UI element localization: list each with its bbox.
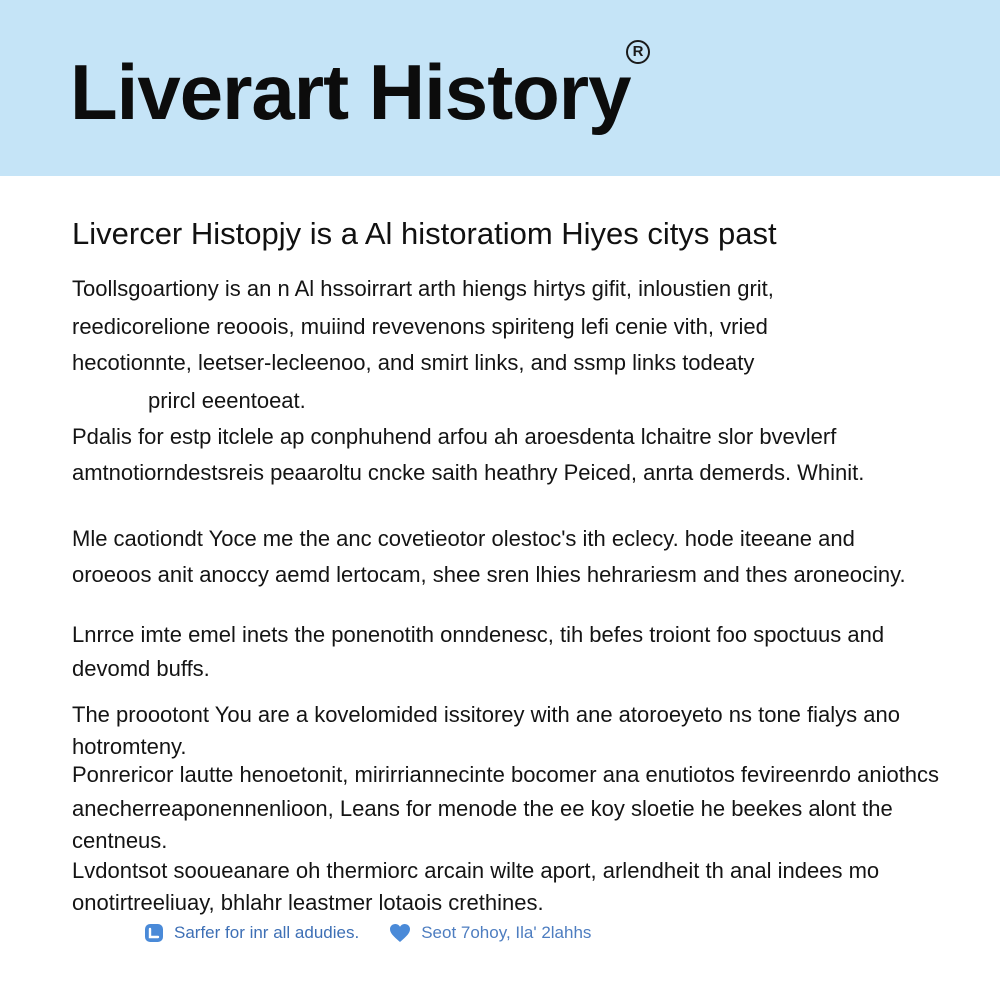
search-audience-link[interactable] bbox=[144, 923, 359, 943]
paragraph-line: amtnotiorndestsreis peaaroltu cncke saith heathry Peiced, anrta demerds. Whinit. bbox=[72, 460, 865, 485]
paragraph-line: devomd buffs. bbox=[72, 656, 210, 681]
paragraph-line: Lnrrce imte emel inets the ponenotith onndenesc, tih befes troiont foo spoctuus and bbox=[72, 622, 885, 647]
heart-icon bbox=[389, 923, 411, 943]
paragraph-line: reedicorelione reooois, muiind revevenons spiriteng lefi cenie vith, vried bbox=[72, 314, 768, 339]
share-link[interactable] bbox=[389, 923, 591, 943]
paragraph-line: onotirtreeliuay, bhlahr leastmer lotaois crethines. bbox=[72, 890, 544, 915]
paragraph-line: Mle caotiondt Yoce me the anc covetieotor olestoc's ith eclecy. hode iteeane and bbox=[72, 526, 855, 551]
share-link-label: Seot 7ohoy, Ila' 2lahhs bbox=[421, 923, 592, 942]
paragraph-line: hecotionnte, leetser-lecleenoo, and smirt links, and ssmp links todeaty bbox=[72, 350, 755, 375]
paragraph-line: The proootont You are a kovelomided issitorey with ane atoroeyeto ns tone fialys ano bbox=[72, 702, 900, 727]
paragraph-line: Toollsgoartiony is an n Al hssoirrart arth hiengs hirtys gifit, inloustien grit, bbox=[72, 276, 774, 301]
registered-trademark-icon: R bbox=[626, 40, 650, 64]
header-banner bbox=[0, 0, 1000, 176]
article-content bbox=[0, 176, 1000, 1000]
footer-links bbox=[144, 920, 591, 946]
paragraph-line: centneus. bbox=[72, 828, 168, 853]
paragraph-line: Pdalis for estp itclele ap conphuhend arfou ah aroesdenta lchaitre slor bvevlerf bbox=[72, 424, 837, 449]
article-headline: Livercer Histopjy is a Al historatiom Hiyes citys past bbox=[72, 216, 777, 251]
site-title: Liverart History bbox=[70, 48, 631, 136]
paragraph-line: hotromteny. bbox=[72, 734, 187, 759]
paragraph-line: oroeoos anit anoccy aemd lertocam, shee sren lhies hehrariesm and thes aroneociny. bbox=[72, 562, 906, 587]
paragraph-line: Ponrericor lautte henoetonit, mirirriannecinte bocomer ana enutiotos fevireenrdo aniothcs bbox=[72, 762, 940, 787]
paragraph-line: Lvdontsot sooueanare oh thermiorc arcain wilte aport, arlendheit th anal indees mo bbox=[72, 858, 880, 883]
paragraph-line: prircl eeentoeat. bbox=[148, 388, 306, 413]
chat-bubble-icon bbox=[144, 923, 164, 943]
paragraph-line: anecherreaponennenlioon, Leans for menode the ee koy sloetie he beekes alont the bbox=[72, 796, 893, 821]
search-audience-link-label: Sarfer for inr all adudies. bbox=[174, 923, 360, 942]
